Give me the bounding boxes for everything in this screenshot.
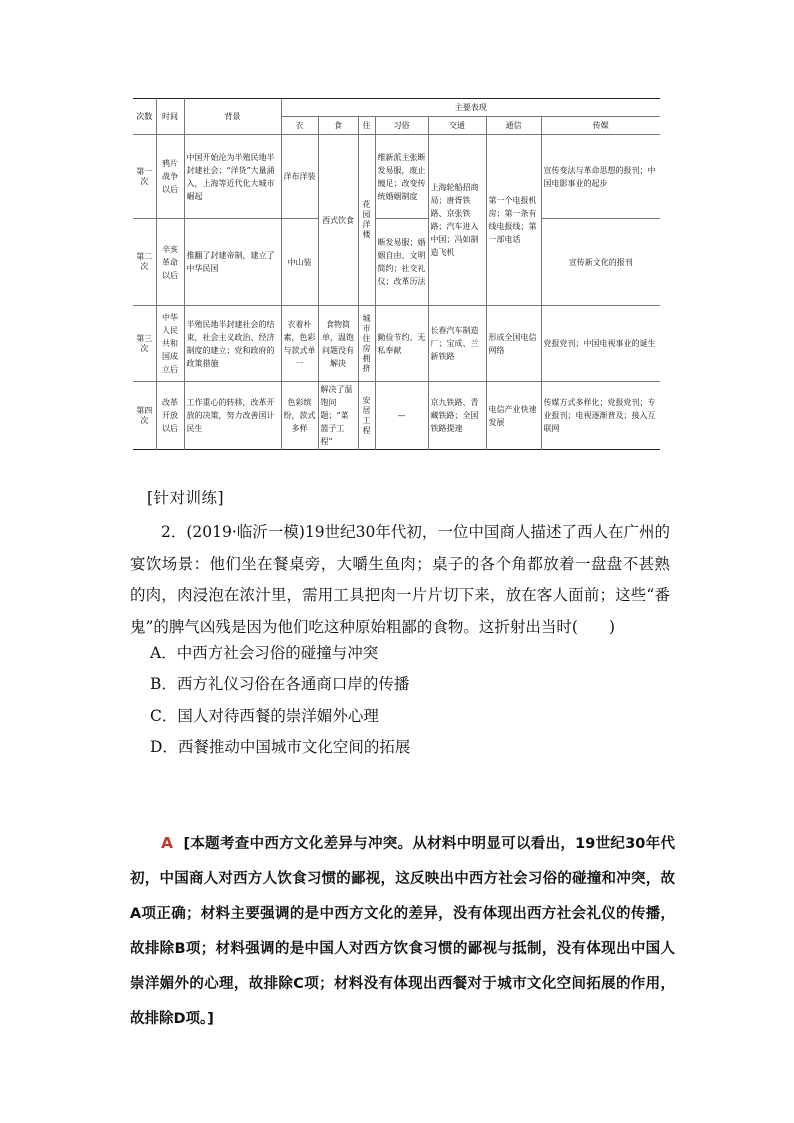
- cell-food: 西式饮食: [318, 135, 358, 306]
- cell-period: 第二次: [133, 219, 156, 306]
- cell-housing: 城市住房拥挤: [358, 306, 375, 382]
- cell-background: 推翻了封建帝制，建立了中华民国: [184, 219, 281, 306]
- cell-transport: 长春汽车制造厂；宝成、兰新铁路: [428, 306, 486, 382]
- cell-media: 宣传新文化的报刊: [541, 219, 660, 306]
- cell-background: 半殖民地半封建社会的结束，社会主义政治、经济制度的建立；党和政府的政策措施: [184, 306, 281, 382]
- cell-clothing: 衣着朴素，色彩与款式单一: [281, 306, 318, 382]
- table-row: [133, 306, 660, 382]
- header-housing: 住: [358, 117, 375, 135]
- cell-clothing: 色彩缤纷，款式多样: [281, 382, 318, 450]
- cell-customs: 断发易服；婚姻自由、文明简约；社交礼仪；改革历法: [375, 219, 428, 306]
- cell-background: 中国开始沦为半殖民地半封建社会；“洋货”大量涌入，上海等近代化大城市崛起: [184, 135, 281, 219]
- cell-customs: 维新派主张断发易服，废止缠足；改变传统婚姻制度: [375, 135, 428, 219]
- cell-media: 党报党刊；中国电视事业的诞生: [541, 306, 660, 382]
- cell-customs: —: [375, 382, 428, 450]
- header-media: 传媒: [541, 117, 660, 135]
- cell-media: 传媒方式多样化；党报党刊；专业报刊；电视逐渐普及；接入互联网: [541, 382, 660, 450]
- header-background: 背景: [184, 99, 281, 135]
- cell-housing: 安居工程: [358, 382, 375, 450]
- header-period: 次数: [133, 99, 156, 135]
- header-communication: 通信: [486, 117, 541, 135]
- cell-communication: 形成全国电信网络: [486, 306, 541, 382]
- table-row: [133, 135, 660, 219]
- cell-customs: 勤俭节约、无私奉献: [375, 306, 428, 382]
- cell-time: 改革开放以后: [156, 382, 184, 450]
- cell-background: 工作重心的转移，改革开放的决策，努力改善国计民生: [184, 382, 281, 450]
- cell-food: 食物简单，温饱问题没有解决: [318, 306, 358, 382]
- cell-transport: 京九铁路、青藏铁路；全国铁路提速: [428, 382, 486, 450]
- cell-time: 辛亥革命以后: [156, 219, 184, 306]
- cell-time: 鸦片战争以后: [156, 135, 184, 219]
- cell-communication: 第一个电报机房；第一条有线电报线；第一部电话: [486, 135, 541, 306]
- answer-explanation-block: [130, 826, 675, 1036]
- option-a: A．中西方社会习俗的碰撞与冲突: [150, 644, 379, 662]
- cell-food: 解决了温饱问题；“菜篮子工程”: [318, 382, 358, 450]
- header-food: 食: [318, 117, 358, 135]
- cell-media: 宣传变法与革命思想的报刊；中国电影事业的起步: [541, 135, 660, 219]
- answer-explanation: [本题考查中西方文化差异与冲突。从材料中明显可以看出，19世纪30年代初，中国商人对西方人饮食习惯的鄙视，这反映出中西方社会习俗的碰撞和冲突，故A项正确；材料主要强调的是中西方文化的差异，没有体现出西方社会礼仪的传播，故排除B项；材料强调的是中国人对西方饮食习惯的鄙视与抵制，没有体现出中国人崇洋媚外的心理，故排除C项；材料没有体现出西餐对于城市文化空间拓展的作用，故排除D项。]: [130, 836, 675, 1027]
- table-row: [133, 219, 660, 306]
- header-main: 主要表现: [281, 99, 660, 117]
- header-clothing: 衣: [281, 117, 318, 135]
- section-title: [针对训练]: [147, 489, 225, 507]
- cell-clothing: 洋布洋装: [281, 135, 318, 219]
- table-row: [133, 382, 660, 450]
- option-c: C．国人对待西餐的崇洋媚外心理: [150, 707, 379, 725]
- option-d: D．西餐推动中国城市文化空间的拓展: [150, 738, 411, 756]
- header-time: 时间: [156, 99, 184, 135]
- answer-letter: A: [161, 834, 173, 852]
- social-life-table: [133, 98, 660, 450]
- header-customs: 习俗: [375, 117, 428, 135]
- cell-time: 中华人民共和国成立后: [156, 306, 184, 382]
- header-transport: 交通: [428, 117, 486, 135]
- option-b: B．西方礼仪习俗在各通商口岸的传播: [150, 675, 410, 693]
- cell-period: 第三次: [133, 306, 156, 382]
- cell-period: 第一次: [133, 135, 156, 219]
- cell-period: 第四次: [133, 382, 156, 450]
- cell-transport: 上海轮船招商局；唐胥铁路、京张铁路；汽车进入中国；冯如制造飞机: [428, 135, 486, 306]
- cell-clothing: 中山装: [281, 219, 318, 306]
- cell-housing: 花园洋楼: [358, 135, 375, 306]
- question-stem: 2．(2019·临沂一模)19世纪30年代初，一位中国商人描述了西人在广州的宴饮场景：他们坐在餐桌旁，大嚼生鱼肉；桌子的各个角都放着一盘盘不甚熟的肉，肉浸泡在浓汁里，需用工具把肉一片片切下来，放在客人面前；这些“番鬼”的脾气凶残是因为他们吃这种原始粗鄙的食物。这折射出当时( ): [130, 523, 670, 636]
- cell-communication: 电信产业快速发展: [486, 382, 541, 450]
